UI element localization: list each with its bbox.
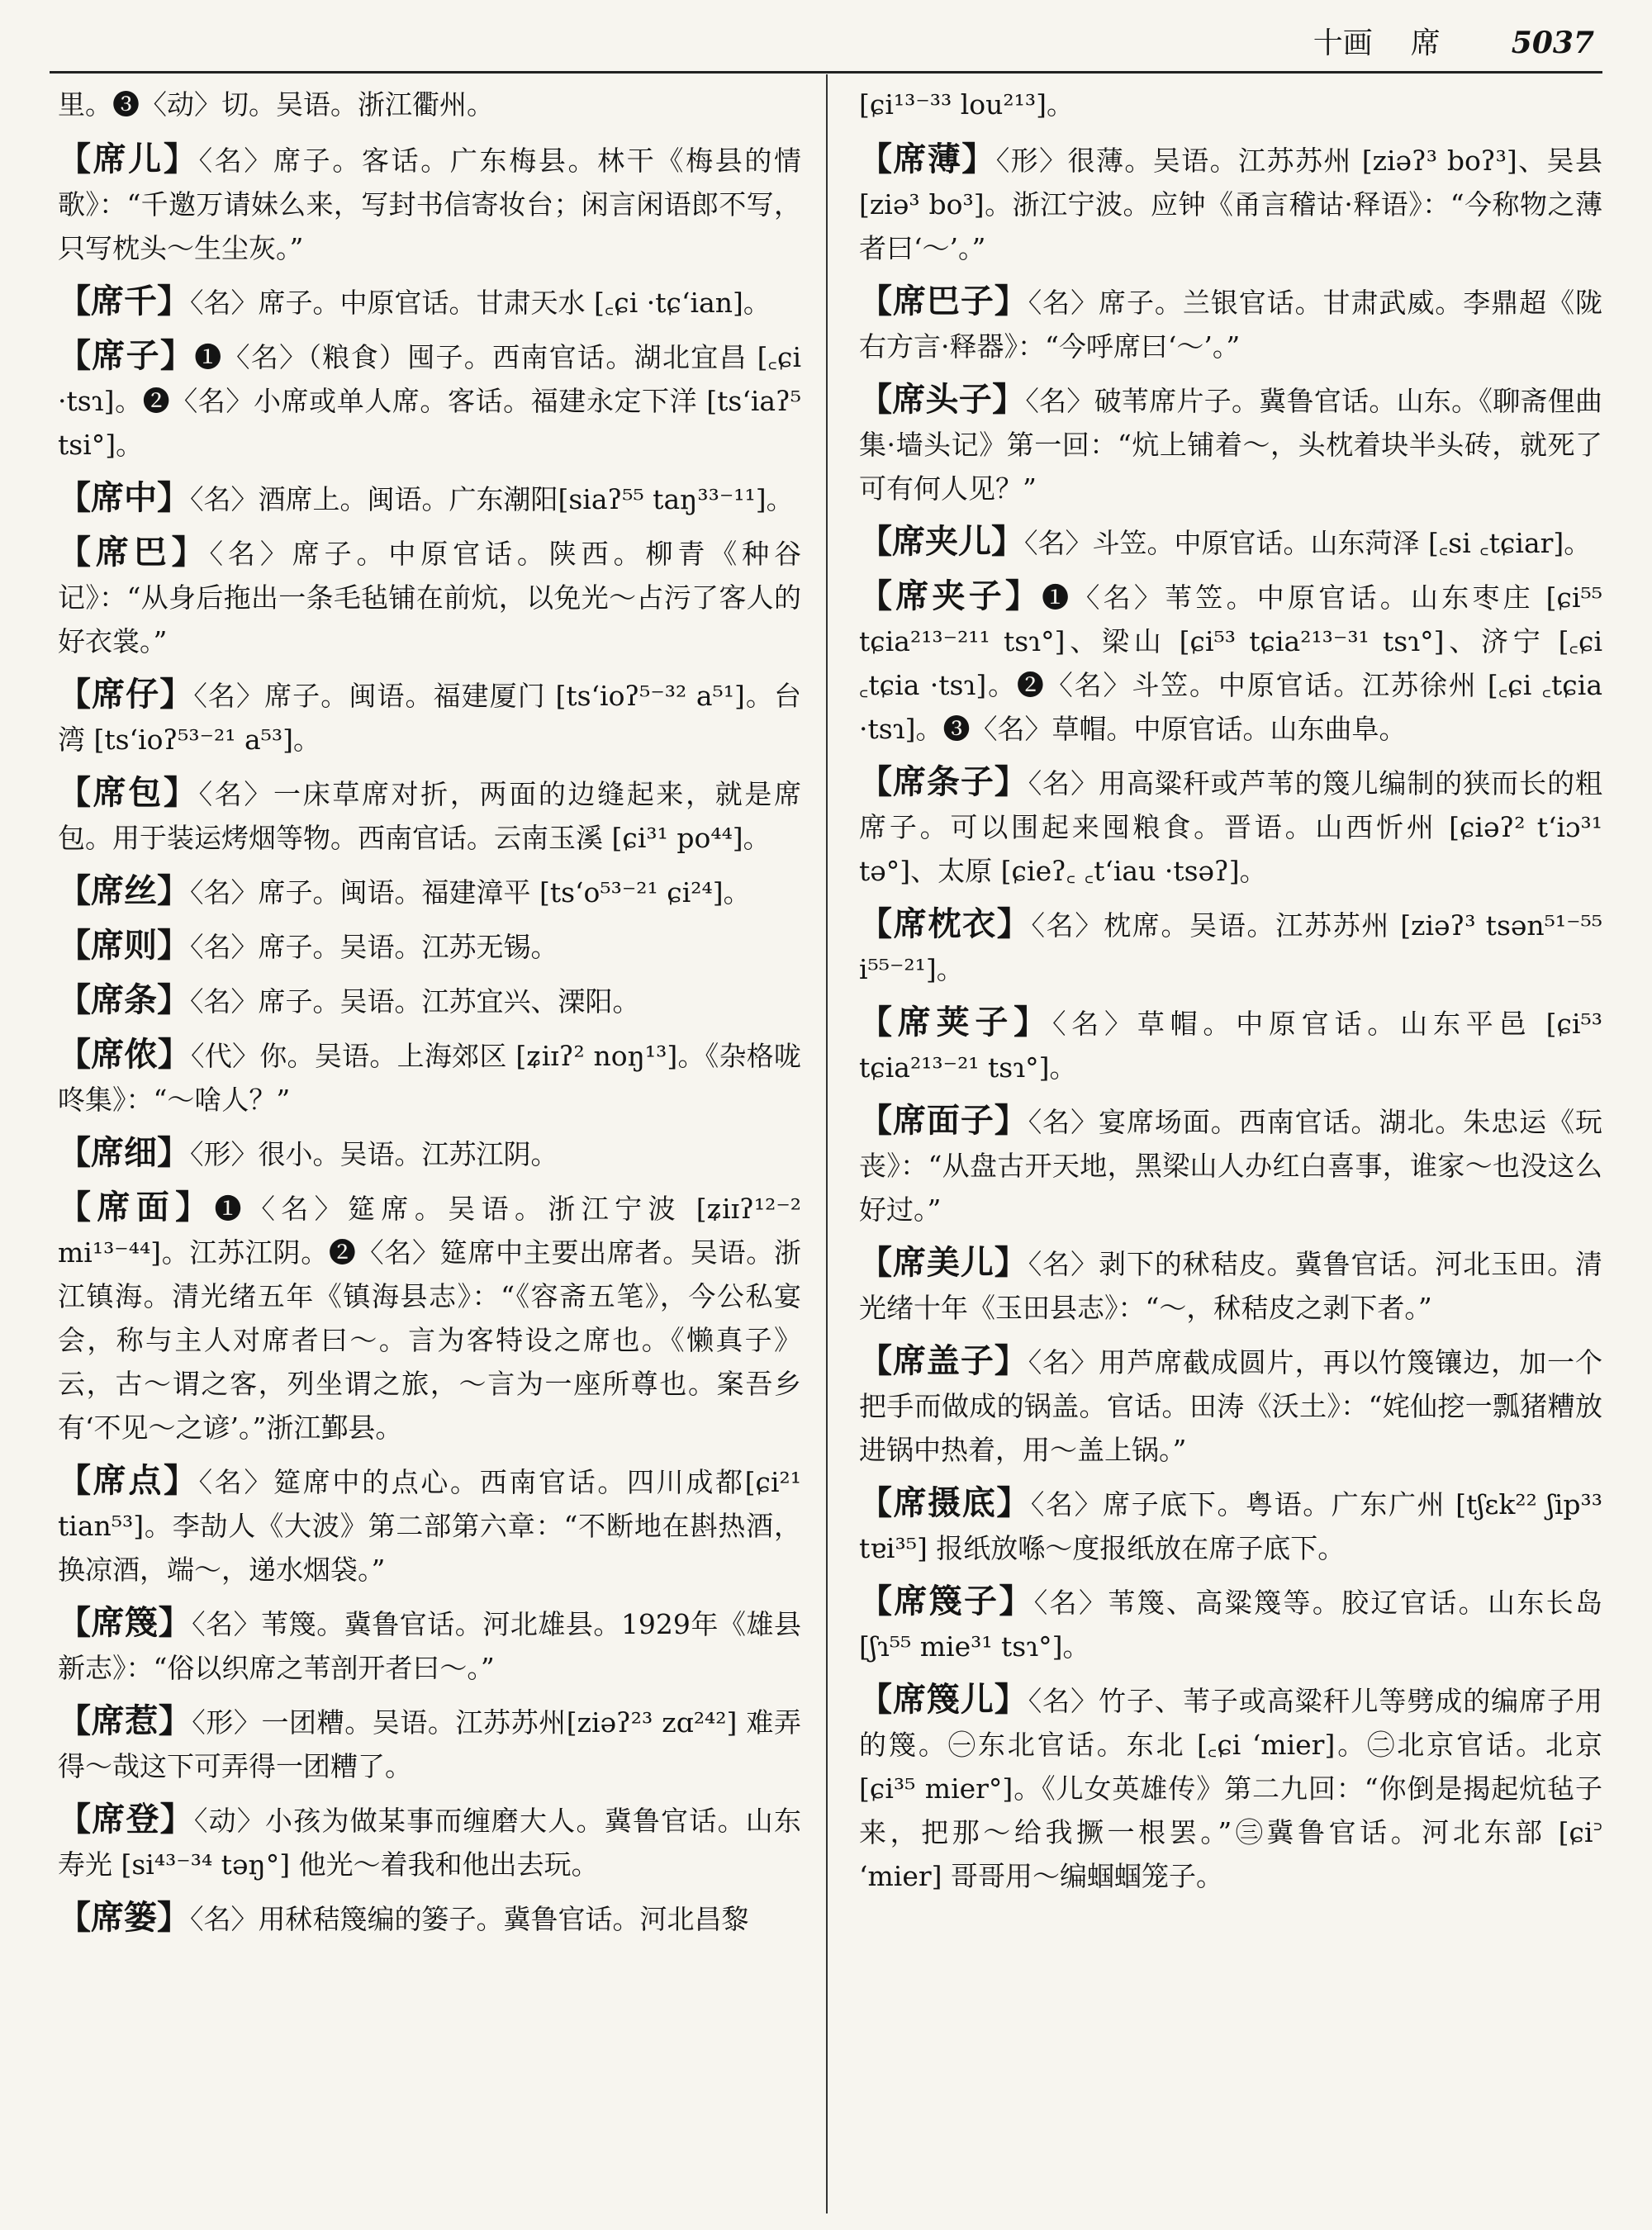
entry-xijiazi: [859, 575, 1602, 751]
entry-body: 〈名〉枕席。吴语。江苏苏州 [ziəʔ³ tsən⁵¹⁻⁵⁵ i⁵⁵⁻²¹]。: [859, 909, 1602, 985]
entry-ximianzi: [859, 1099, 1602, 1231]
headword: 【席侬】: [58, 1036, 192, 1074]
entry-xiba: [58, 531, 801, 663]
headword: 【席枕衣】: [859, 905, 1032, 943]
entry-body: 〈名〉破苇席片子。冀鲁官话。山东。《聊斋俚曲集·墙头记》第一回：“炕上铺着～，头枕着块半头砖，就死了可有何人见？”: [859, 385, 1603, 505]
entry-xideng: [58, 1798, 801, 1886]
entry-body: 〈名〉用秫秸篾编的篓子。冀鲁官话。河北昌黎: [190, 1903, 749, 1935]
headword: 【席登】: [58, 1801, 194, 1839]
entry-body: 〈名〉苇篾、高粱篾等。胶辽官话。山东长岛 [ʃɿ⁵⁵ mie³¹ tsɿ°]。: [859, 1587, 1603, 1663]
headword: 【席夹儿】: [859, 523, 1024, 561]
entry-xinong: [58, 1033, 801, 1122]
entry-body: 〈名〉席子。中原官话。甘肃天水 [꜀ɕi ·tɕ‘ian]。: [190, 287, 771, 319]
entry-xisi: [58, 870, 801, 914]
headword: 【席头子】: [859, 381, 1026, 419]
entry-xitiaozi: [859, 761, 1602, 893]
header-character: 席: [1410, 26, 1441, 60]
entry-xiqian: [58, 280, 801, 325]
entry-body: 〈代〉你。吴语。上海郊区 [ʑiɪʔ² noŋ¹³]。《杂格咙咚集》：“～啥人？”: [58, 1040, 801, 1116]
headword: 【席惹】: [58, 1702, 192, 1740]
headword: 【席巴子】: [859, 282, 1028, 320]
right-column: [859, 83, 1602, 1908]
entry-ximian: [58, 1186, 801, 1450]
entry-body: 里。❸〈动〉切。吴语。浙江衢州。: [58, 88, 494, 121]
entry-xilou: [58, 1896, 801, 1941]
headword: 【席点】: [58, 1462, 199, 1500]
entry-body: 〈名〉席子。客话。广东梅县。林干《梅县的情歌》：“千邀万请妹么来，写封书信寄妆台；闲言闲语郎不写，只写枕头～生尘灰。”: [58, 145, 802, 264]
entry-xigaizi: [859, 1340, 1602, 1472]
headword: 【席摄底】: [859, 1484, 1031, 1522]
headword: 【席美儿】: [859, 1244, 1028, 1282]
headword: 【席丝】: [58, 872, 190, 910]
headword: 【席荚子】: [859, 1004, 1052, 1041]
entry-xibo: [859, 138, 1602, 270]
entry-continuation: [58, 83, 801, 126]
entry-xijiaer: [859, 520, 1602, 565]
headword: 【席包】: [58, 774, 199, 812]
entry-body: 〈名〉宴席场面。西南官话。湖北。朱忠运《玩丧》：“从盘古开天地，黑梁山人办红白喜事，谁家～也没这么好过。”: [859, 1106, 1603, 1226]
headword: 【席条子】: [859, 763, 1028, 801]
entry-xizhong: [58, 477, 801, 521]
headword: 【席则】: [58, 927, 190, 965]
headword: 【席篾】: [58, 1604, 192, 1642]
headword: 【席千】: [58, 282, 190, 320]
entry-body: 〈名〉剥下的秫秸皮。冀鲁官话。河北玉田。清光绪十年《玉田县志》：“～，秫秸皮之剥下者。”: [859, 1248, 1603, 1324]
headword: 【席盖子】: [859, 1342, 1028, 1380]
entry-xipo: [58, 1601, 801, 1690]
entry-body: 〈名〉筵席中的点心。西南官话。四川成都[ɕi²¹ tian⁵³]。李劼人《大波》第二部第六章：“不断地在斟热酒，换凉酒，端～，递水烟袋。”: [58, 1466, 802, 1586]
entry-xixi: [58, 1132, 801, 1176]
headword: 【席薄】: [859, 140, 996, 178]
entry-ximeier: [859, 1241, 1602, 1330]
entry-body: ❶〈名〉筵席。吴语。浙江宁波 [ʑiɪʔ¹²⁻² mi¹³⁻⁴⁴]。江苏江阴。❷〈名〉筵席中主要出席者。吴语。浙江镇海。清光绪五年《镇海县志》：“《容斋五笔》，今公私宴会，称与主人对席者曰～。言为客特设之席也。《懒真子》云，古～谓之客，列坐谓之旅，～言为一座所尊也。案吾乡有‘不见～之谚’。”浙江鄞县。: [58, 1193, 801, 1444]
column-divider: [826, 74, 828, 2213]
entry-body: 〈形〉很薄。吴语。江苏苏州 [ziəʔ³ boʔ³]、吴县 [ziə³ bo³]。浙江宁波。应钟《甬言稽诂·释语》：“今称物之薄者曰‘～’。”: [859, 145, 1602, 264]
entry-xijianzi: [859, 1580, 1602, 1668]
entry-body: 〈形〉很小。吴语。江苏江阴。: [190, 1138, 558, 1170]
entry-body: ❶〈名〉（粮食）囤子。西南官话。湖北宜昌 [꜀ɕi ·tsɿ]。❷〈名〉小席或单人席。客话。福建永定下洋 [ts‘iaʔ⁵ tsi°]。: [58, 341, 801, 461]
entry-xitouzi: [859, 378, 1602, 510]
entry-ximiner: [859, 1678, 1602, 1898]
entry-xier: [58, 138, 801, 270]
headword: 【席巴】: [58, 534, 210, 572]
left-column: [58, 83, 801, 1951]
entry-body: 〈名〉竹子、苇子或高粱秆儿等劈成的编席子用的篾。㊀东北官话。东北 [꜀ɕi ‘mier]。㊁北京官话。北京 [ɕi³⁵ mier°]。《儿女英雄传》第二九回：“你倒是揭起炕毡子来，把那～给我撅一根罢。”㊂冀鲁官话。河北东部 [ɕi꜄ ‘mier] 哥哥用～编蝈蝈笼子。: [859, 1685, 1603, 1892]
headword: 【席篓】: [58, 1899, 190, 1937]
entry-xire: [58, 1700, 801, 1788]
headword: 【席儿】: [58, 140, 199, 178]
headword: 【席篾儿】: [859, 1681, 1028, 1719]
headword: 【席面子】: [859, 1102, 1028, 1140]
entry-xijiazi2: [859, 1001, 1602, 1089]
headword: 【席面】: [58, 1189, 215, 1226]
entry-body: 〈名〉席子。吴语。江苏无锡。: [190, 931, 558, 963]
page-header: [1313, 20, 1594, 61]
entry-body: ❶〈名〉苇笠。中原官话。山东枣庄 [ɕi⁵⁵ tɕia²¹³⁻²¹¹ tsɿ°]、梁山 [ɕi⁵³ tɕia²¹³⁻³¹ tsɿ°]、济宁 [꜀ɕi ꜀tɕia ·tsɿ]。❷〈名〉斗笠。中原官话。江苏徐州 [꜀ɕi ꜀tɕia ·tsɿ]。❸〈名〉草帽。中原官话。山东曲阜。: [859, 581, 1603, 745]
entry-xizi: [58, 334, 801, 467]
entry-continuation: [859, 83, 1602, 126]
entry-body: 〈名〉席子。吴语。江苏宜兴、溧阳。: [190, 985, 640, 1018]
entry-xitiao: [58, 979, 801, 1023]
headword: 【席中】: [58, 479, 190, 517]
entry-body: 〈名〉席子。中原官话。陕西。柳青《种谷记》：“从身后拖出一条毛毡铺在前炕，以免光～占污了客人的好衣裳。”: [58, 538, 802, 657]
entry-body: 〈名〉用高粱秆或芦苇的篾儿编制的狭而长的粗席子。可以围起来囤粮食。晋语。山西忻州 [ɕiəʔ² t‘iɔ³¹ tə°]、太原 [ɕieʔ꜀ ꜀t‘iau ·tsəʔ]。: [859, 767, 1603, 887]
header-section: 十画: [1313, 26, 1373, 60]
entry-body: 〈名〉席子底下。粤语。广东广州 [tʃɛk²² ʃip³³ tɐi³⁵] 报纸放喺～度报纸放在席子底下。: [859, 1488, 1602, 1564]
entry-xidian: [58, 1459, 801, 1592]
headword: 【席细】: [58, 1134, 190, 1172]
entry-xibazi: [859, 280, 1602, 368]
headword: 【席篾子】: [859, 1582, 1034, 1620]
entry-body: 〈名〉席子。闽语。福建厦门 [ts‘ioʔ⁵⁻³² a⁵¹]。台湾 [ts‘ioʔ⁵³⁻²¹ a⁵³]。: [58, 680, 801, 756]
page-number: 5037: [1511, 26, 1594, 60]
entry-body: 〈名〉席子。闽语。福建漳平 [ts‘o⁵³⁻²¹ ɕi²⁴]。: [190, 876, 751, 909]
headword: 【席条】: [58, 981, 190, 1019]
entry-body: 〈名〉席子。兰银官话。甘肃武威。李鼎超《陇右方言·释器》：“今呼席曰‘～’。”: [859, 287, 1603, 363]
entry-body: 〈名〉苇篾。冀鲁官话。河北雄县。1929年《雄县新志》：“俗以织席之苇剖开者曰～。”: [58, 1608, 802, 1684]
entry-xize: [58, 924, 801, 969]
entry-body: 〈名〉酒席上。闽语。广东潮阳[siaʔ⁵⁵ taŋ³³⁻¹¹]。: [190, 483, 794, 515]
entry-xizhenyi: [859, 903, 1602, 991]
entry-body: 〈形〉一团糟。吴语。江苏苏州[ziəʔ²³ zɑ²⁴²] 难弄得～哉这下可弄得一团糟了。: [58, 1706, 802, 1782]
entry-body: 〈动〉小孩为做某事而缠磨大人。冀鲁官话。山东寿光 [si⁴³⁻³⁴ təŋ°] 他光～着我和他出去玩。: [58, 1805, 802, 1881]
entry-xibao: [58, 771, 801, 860]
entry-body: 〈名〉草帽。中原官话。山东平邑 [ɕi⁵³ tɕia²¹³⁻²¹ tsɿ°]。: [859, 1008, 1603, 1084]
header-rule: [50, 71, 1602, 74]
headword: 【席夹子】: [859, 577, 1042, 615]
entry-body: 〈名〉用芦席截成圆片，再以竹篾镶边，加一个把手而做成的锅盖。官话。田涛《沃土》：“姹仙挖一瓢猪糟放进锅中热着，用～盖上锅。”: [859, 1346, 1603, 1466]
headword: 【席子】: [58, 337, 195, 375]
entry-body: 〈名〉斗笠。中原官话。山东菏泽 [꜀si ꜀tɕiar]。: [1024, 527, 1592, 559]
entry-body: 〈名〉一床草席对折，两面的边缝起来，就是席包。用于装运烤烟等物。西南官话。云南玉溪 [ɕi³¹ po⁴⁴]。: [58, 778, 802, 854]
headword: 【席仔】: [58, 676, 194, 714]
entry-xishedi: [859, 1482, 1602, 1570]
entry-body: [ɕi¹³⁻³³ lou²¹³]。: [859, 88, 1074, 121]
entry-xizai: [58, 673, 801, 762]
